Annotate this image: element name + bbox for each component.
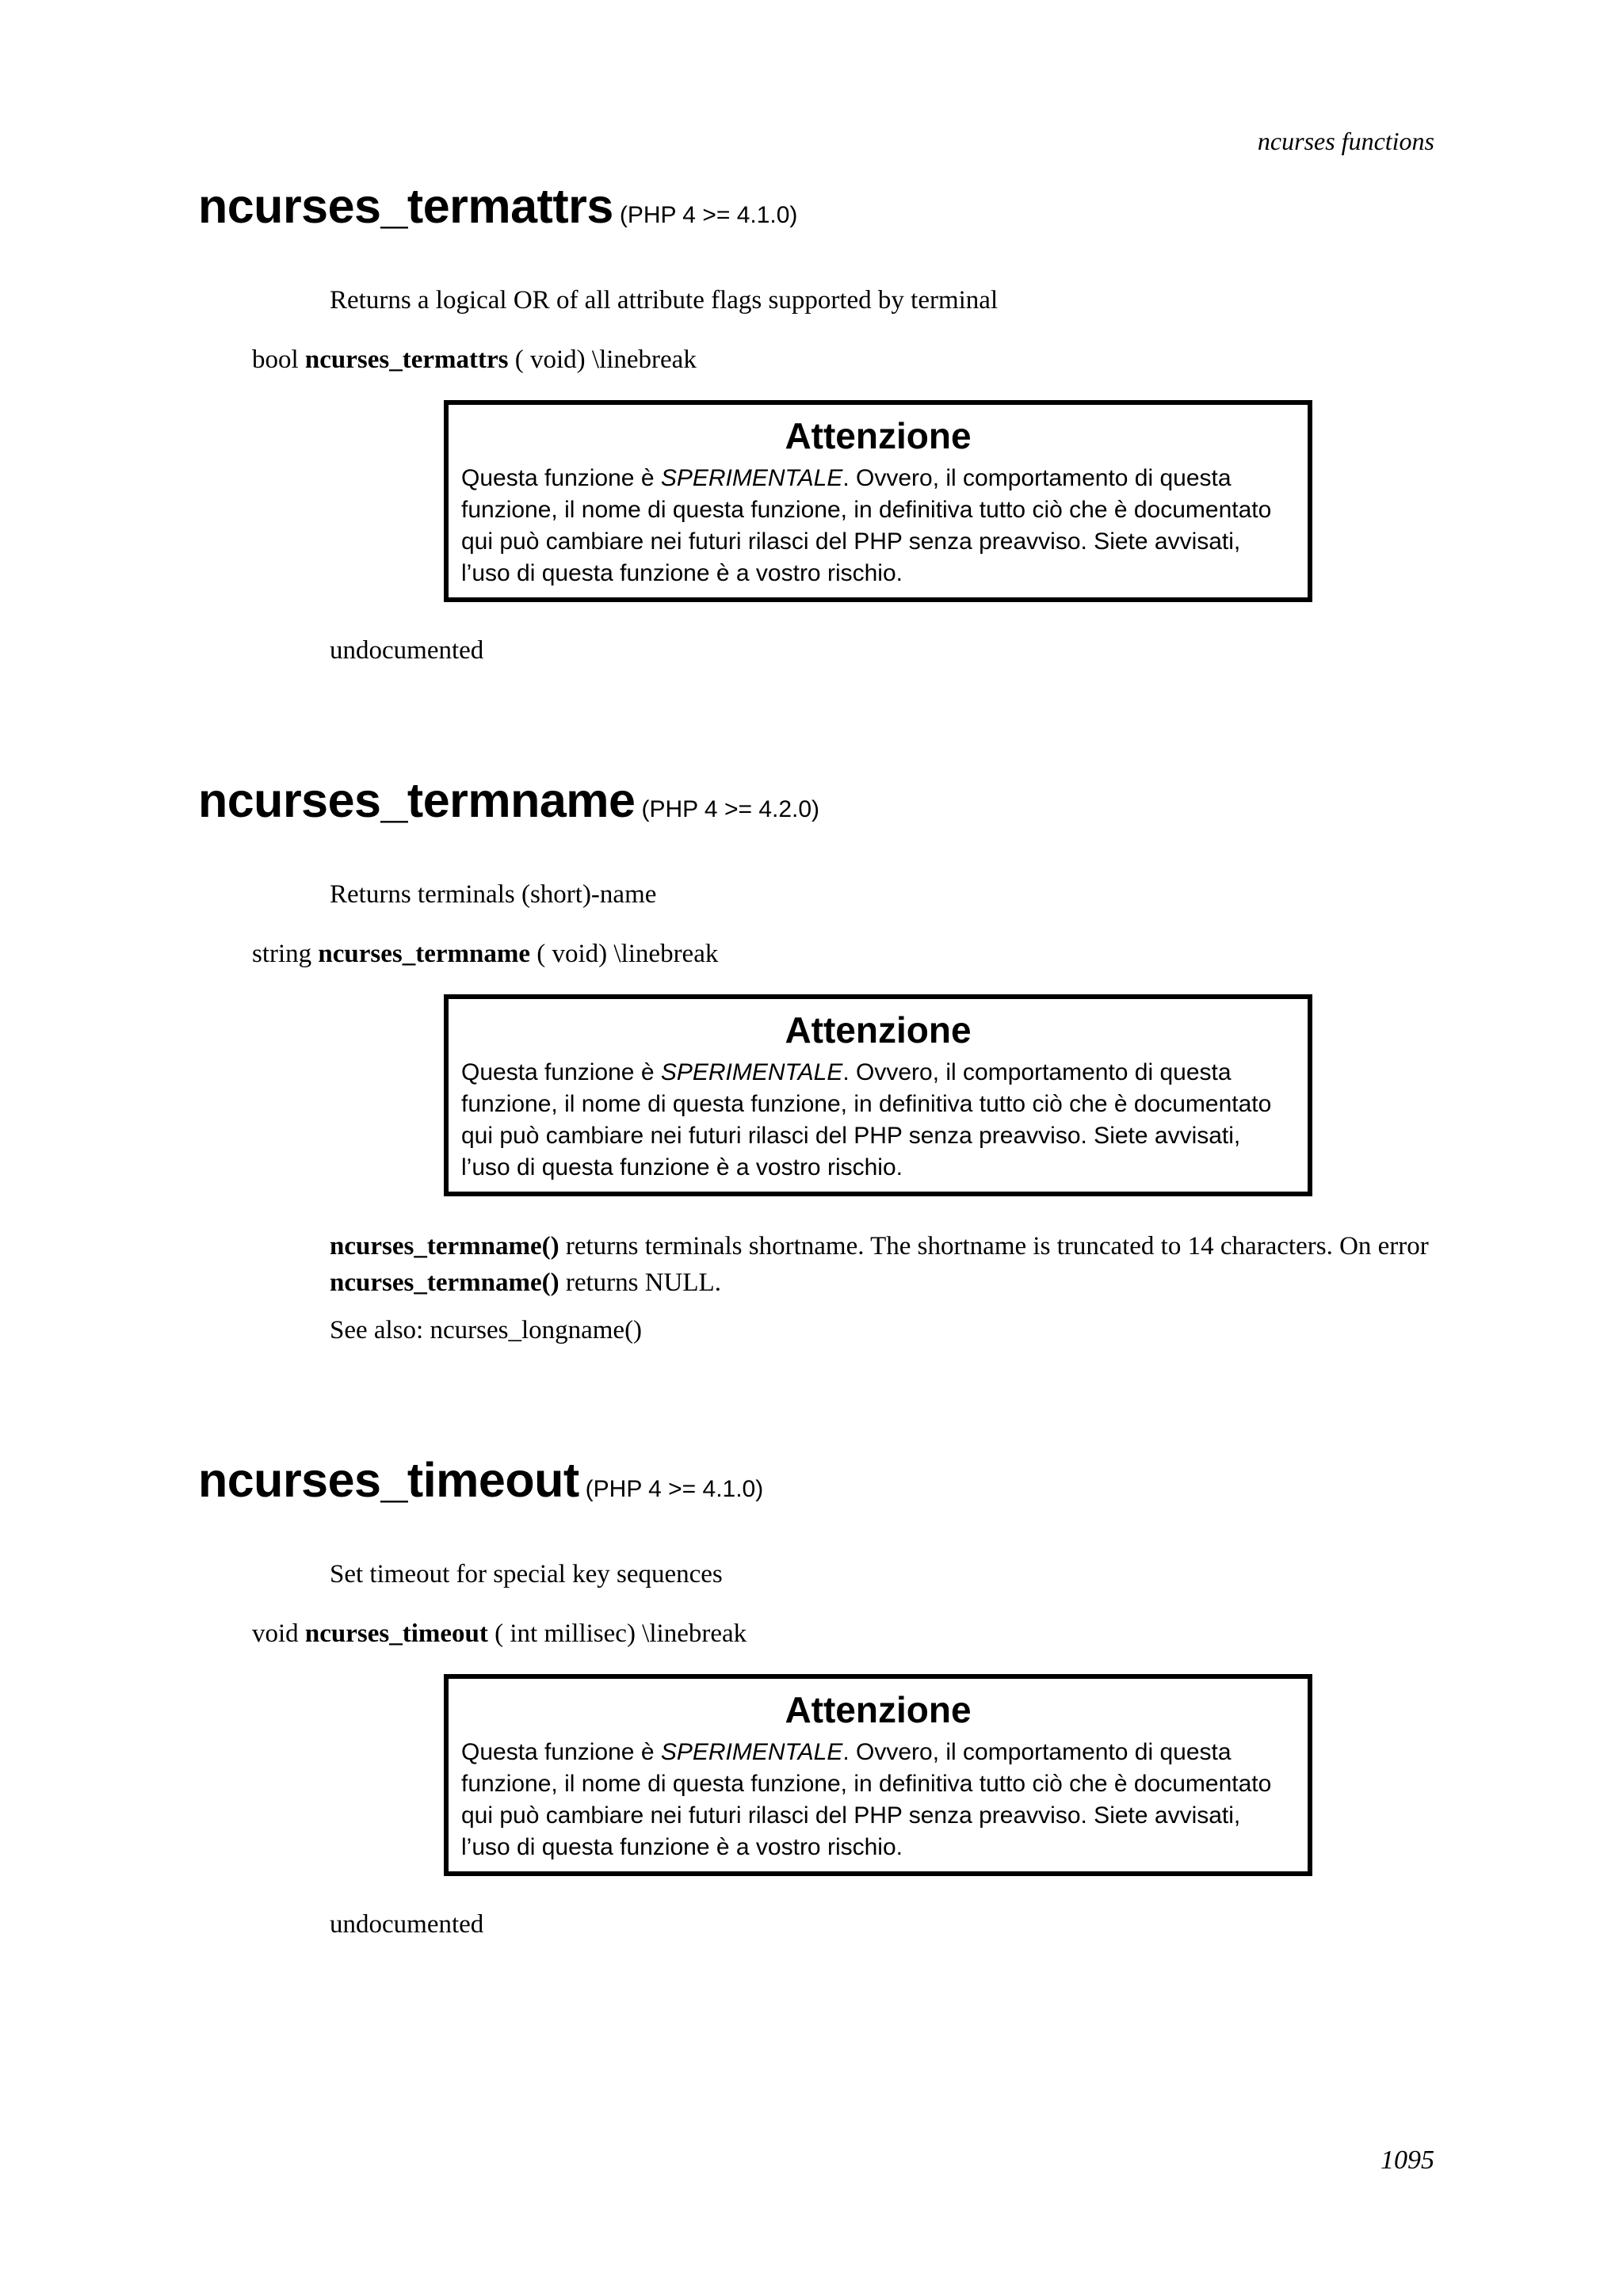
php-version: (PHP 4 >= 4.1.0) (585, 1476, 764, 1502)
section-ncurses-timeout (198, 1453, 1434, 1943)
function-synopsis (252, 1619, 1434, 1649)
synopsis-args: ( void) \linebreak (508, 345, 697, 374)
see-also: See also: ncurses_longname() (330, 1316, 643, 1345)
synopsis-function-name: ncurses_timeout (304, 1619, 488, 1648)
function-title (198, 773, 1434, 827)
synopsis-function-name: ncurses_termattrs (304, 345, 509, 374)
warning-box (444, 994, 1312, 1196)
function-name: ncurses_termattrs (198, 179, 613, 233)
function-synopsis (252, 940, 1434, 969)
function-name: ncurses_termname (198, 773, 636, 827)
function-purpose: Returns terminals (short)-name (330, 880, 657, 909)
php-version: (PHP 4 >= 4.1.0) (619, 202, 798, 228)
warning-text: Questa funzione è SPERIMENTALE. Ovvero, il comportamento di questa funzione, il nome di questa funzione, in definitiva tutto ciò che è documentato qui può cambiare nei futuri rilasci del PHP senza preavviso. Siete avvisati, l’uso di questa funzione è a vostro rischio. (461, 465, 1272, 587)
warning-box (444, 400, 1312, 602)
return-type: void (252, 1619, 299, 1648)
synopsis-args: ( void) \linebreak (530, 940, 719, 968)
page-number: 1095 (1381, 2145, 1434, 2175)
function-description: ncurses_termname() returns terminals shortname. The shortname is truncated to 14 characters. On error ncurses_termname() returns NULL. (330, 1232, 1429, 1298)
warning-box (444, 1674, 1312, 1876)
function-purpose: Set timeout for special key sequences (330, 1560, 723, 1589)
warning-text: Questa funzione è SPERIMENTALE. Ovvero, il comportamento di questa funzione, il nome di questa funzione, in definitiva tutto ciò che è documentato qui può cambiare nei futuri rilasci del PHP senza preavviso. Siete avvisati, l’uso di questa funzione è a vostro rischio. (461, 1739, 1272, 1861)
synopsis-function-name: ncurses_termname (318, 940, 531, 968)
function-description: undocumented (330, 1910, 484, 1939)
section-ncurses-termattrs (198, 179, 1434, 669)
warning-title: Attenzione (785, 1689, 972, 1730)
return-type: bool (252, 345, 299, 374)
function-name: ncurses_timeout (198, 1453, 579, 1507)
function-description: undocumented (330, 636, 484, 666)
function-title (198, 179, 1434, 233)
running-header: ncurses functions (1257, 127, 1434, 155)
function-purpose: Returns a logical OR of all attribute flags supported by terminal (330, 286, 999, 315)
warning-title: Attenzione (785, 415, 972, 456)
synopsis-args: ( int millisec) \linebreak (487, 1619, 747, 1648)
warning-title: Attenzione (785, 1009, 972, 1051)
return-type: string (252, 940, 312, 968)
php-version: (PHP 4 >= 4.2.0) (641, 796, 820, 822)
section-ncurses-termname (198, 773, 1434, 1348)
function-synopsis (252, 345, 1434, 375)
function-title (198, 1453, 1434, 1507)
warning-text: Questa funzione è SPERIMENTALE. Ovvero, il comportamento di questa funzione, il nome di questa funzione, in definitiva tutto ciò che è documentato qui può cambiare nei futuri rilasci del PHP senza preavviso. Siete avvisati, l’uso di questa funzione è a vostro rischio. (461, 1059, 1272, 1181)
